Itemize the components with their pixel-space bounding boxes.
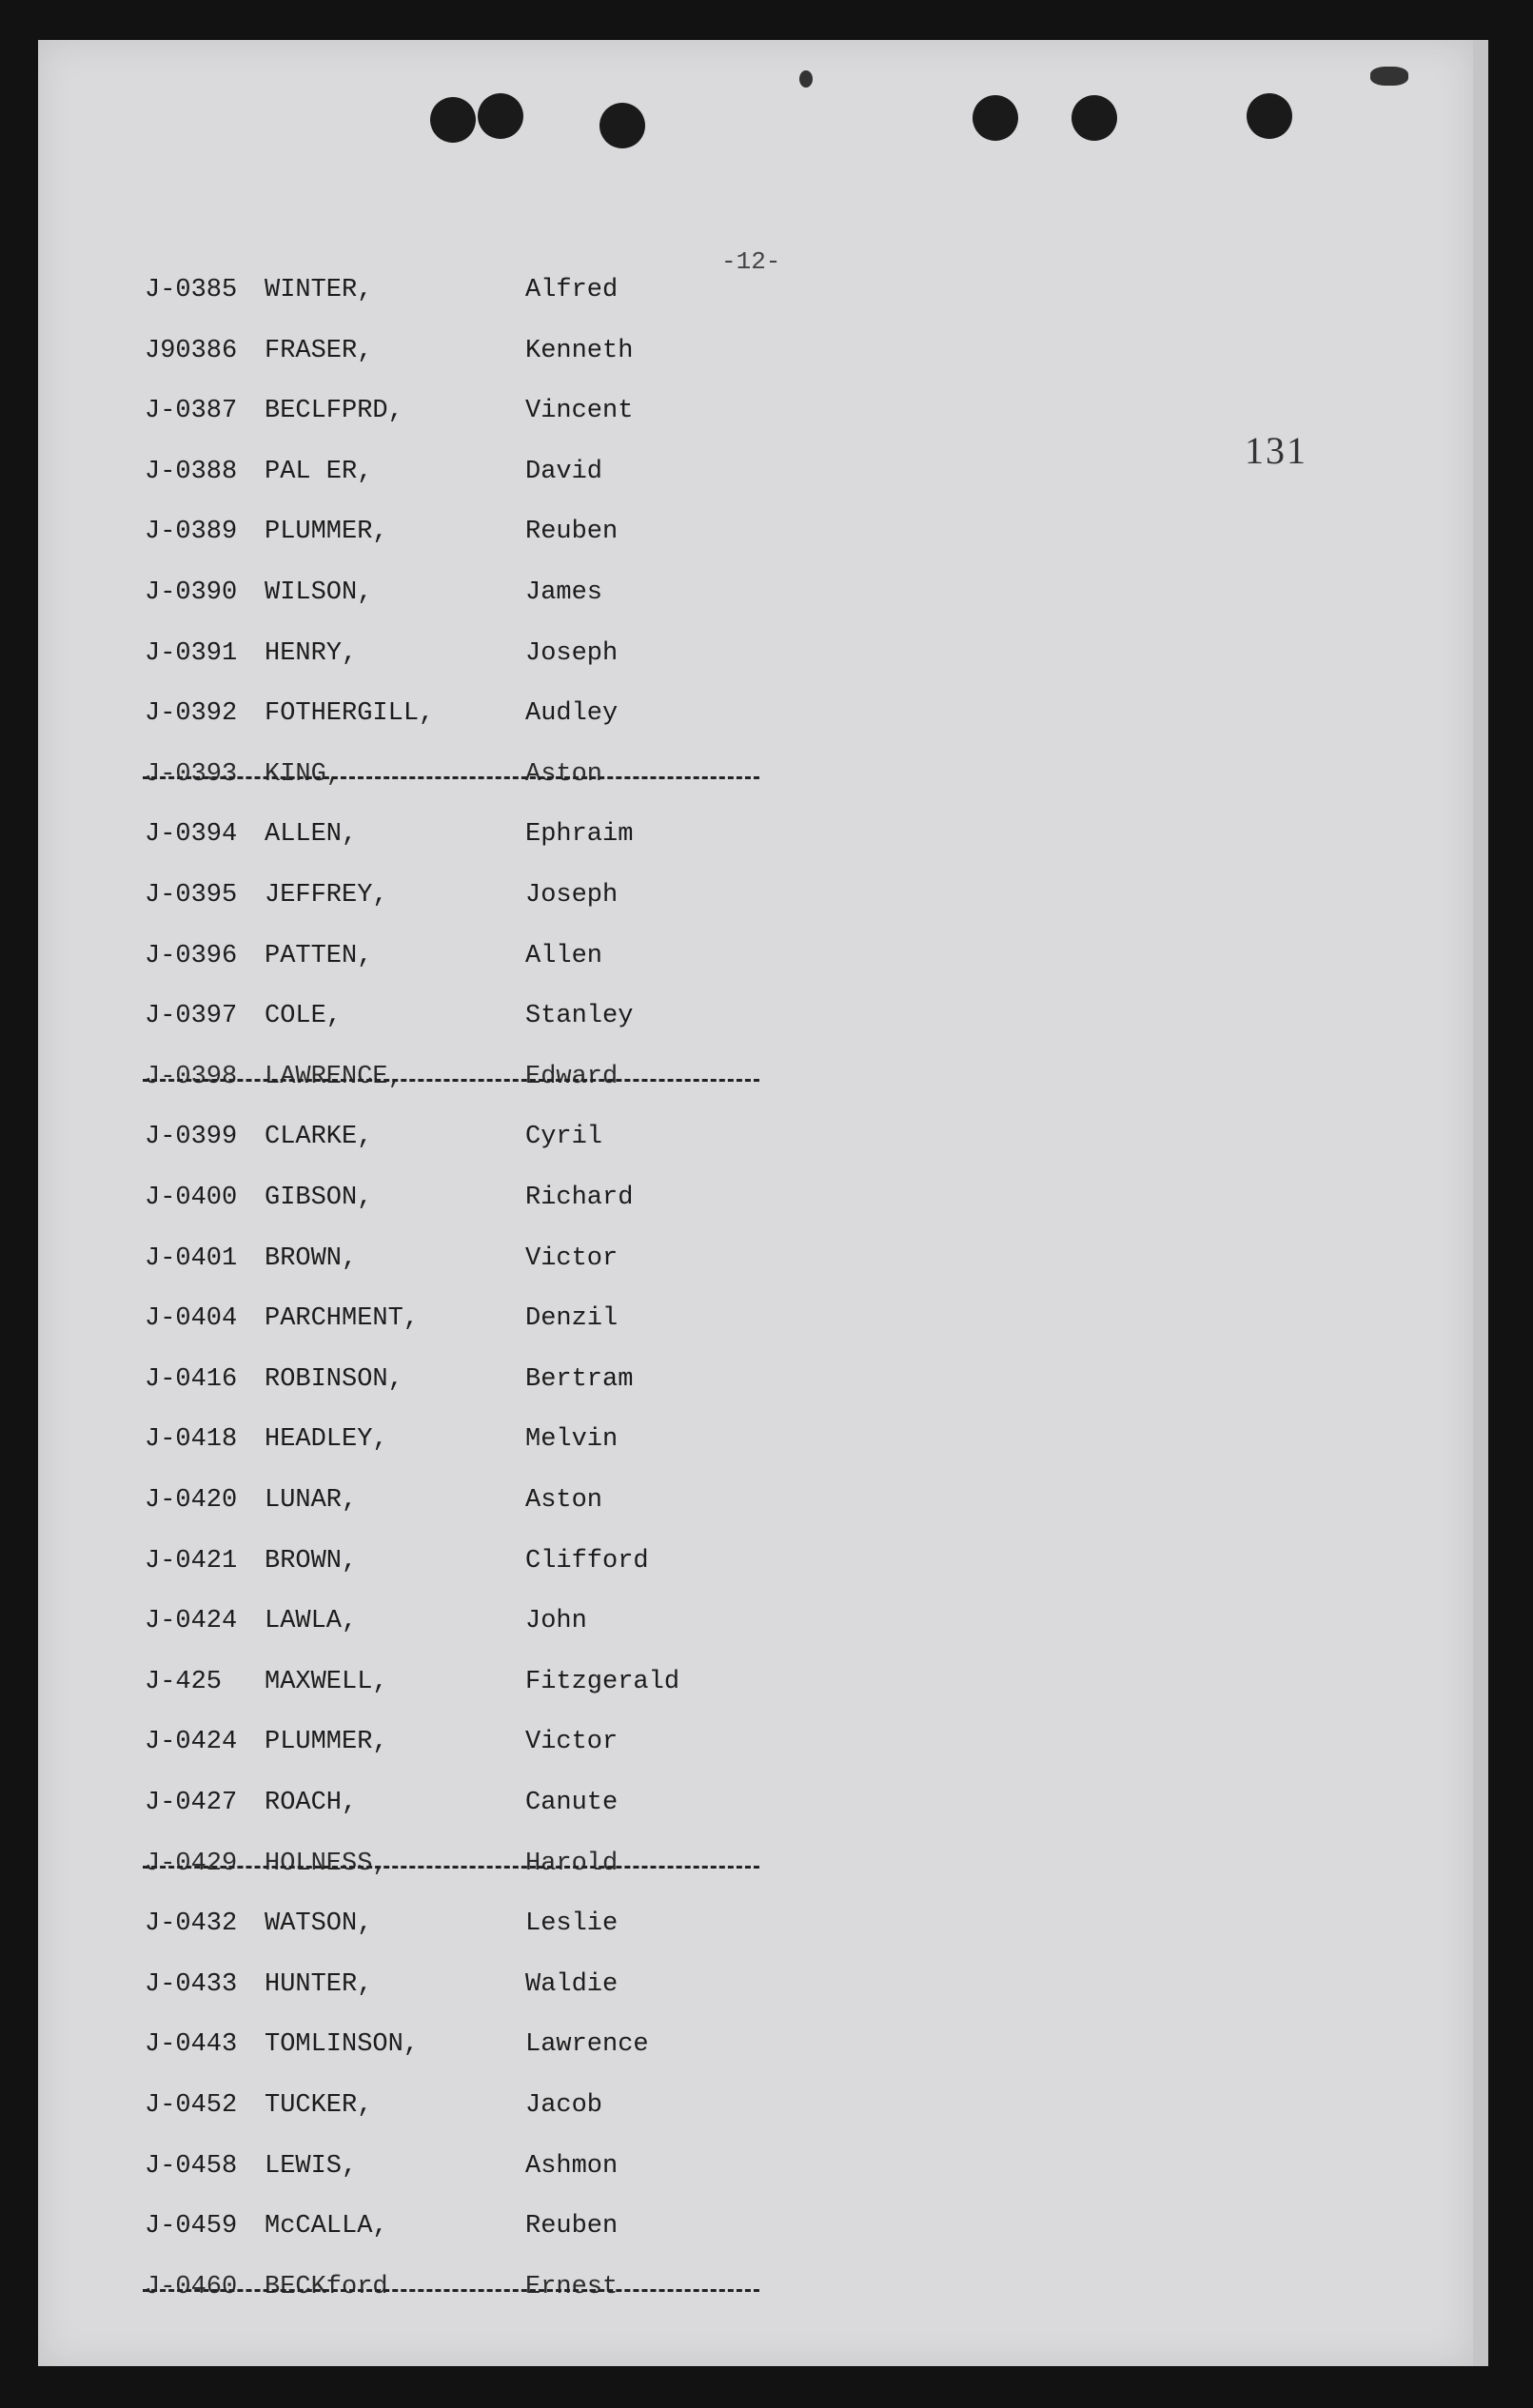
entry-first-name: Reuben <box>525 518 619 547</box>
entry-first-name: Joseph <box>525 881 619 910</box>
entry-surname: ROBINSON, <box>265 1364 403 1394</box>
roster-entry <box>0 2152 780 2190</box>
entry-surname: LEWIS, <box>265 2151 358 2181</box>
roster-entry <box>0 337 780 375</box>
roster-entry <box>0 1789 780 1827</box>
entry-id: J-0458 <box>145 2151 238 2181</box>
roster-entry <box>0 1304 780 1342</box>
entry-id: J-0400 <box>145 1184 238 1212</box>
entry-surname: HOLNESS, <box>265 1849 388 1878</box>
entry-first-name: Edward <box>525 1062 619 1091</box>
struck-roster-entry <box>0 1850 780 1888</box>
entry-first-name: Bertram <box>525 1364 634 1394</box>
entry-first-name: Alfred <box>525 276 619 304</box>
entry-surname: PATTEN, <box>265 941 373 970</box>
entry-first-name: Victor <box>525 1243 619 1273</box>
entry-id: J-0398 <box>145 1062 238 1091</box>
entry-id: J-0401 <box>145 1243 238 1273</box>
entry-id: J-0390 <box>145 578 238 607</box>
entry-surname: BROWN, <box>265 1546 358 1576</box>
entry-surname: MAXWELL, <box>265 1667 388 1696</box>
entry-id: J-0421 <box>145 1546 238 1576</box>
entry-first-name: John <box>525 1607 587 1636</box>
entry-id: J-0424 <box>145 1607 238 1636</box>
entry-first-name: Melvin <box>525 1425 619 1455</box>
entry-id: J-0443 <box>145 2030 238 2060</box>
punch-hole <box>599 103 645 148</box>
entry-id: J-0392 <box>145 699 238 729</box>
entry-first-name: Fitzgerald <box>525 1667 680 1696</box>
entry-first-name: David <box>525 457 603 486</box>
entry-id: J-0404 <box>145 1304 238 1334</box>
entry-id: J-0416 <box>145 1364 238 1394</box>
entry-id: J-0391 <box>145 638 238 668</box>
entry-id: J-0388 <box>145 457 238 486</box>
entry-first-name: Lawrence <box>525 2030 649 2060</box>
roster-entry <box>0 820 780 858</box>
strikethrough-line <box>143 776 759 779</box>
entry-first-name: Ashmon <box>525 2151 619 2181</box>
roster-entry <box>0 578 780 617</box>
entry-surname: TUCKER, <box>265 2091 373 2120</box>
roster-entry <box>0 2212 780 2250</box>
punch-hole <box>1071 95 1117 141</box>
entry-id: J-0399 <box>145 1123 238 1152</box>
entry-first-name: Jacob <box>525 2091 603 2120</box>
entry-first-name: Reuben <box>525 2212 619 2242</box>
entry-surname: BROWN, <box>265 1243 358 1273</box>
entry-surname: LAWRENCE, <box>265 1062 403 1091</box>
punch-hole <box>478 93 523 139</box>
page-number: 131 <box>1245 429 1307 472</box>
roster-entry <box>0 1909 780 1948</box>
entry-first-name: Waldie <box>525 1969 619 1999</box>
roster-entry <box>0 1728 780 1766</box>
punch-hole <box>1247 93 1292 139</box>
entry-id: J-0432 <box>145 1909 238 1939</box>
entry-id: J-0429 <box>145 1849 238 1878</box>
roster-entry <box>0 699 780 737</box>
entry-surname: TOMLINSON, <box>265 2030 420 2060</box>
struck-roster-entry <box>0 2273 780 2311</box>
entry-surname: WILSON, <box>265 578 373 607</box>
entry-surname: FRASER, <box>265 336 373 365</box>
punch-hole <box>973 95 1018 141</box>
roster-entry <box>0 2091 780 2129</box>
entry-first-name: Aston <box>525 1486 603 1515</box>
entry-surname: PLUMMER, <box>265 1728 388 1757</box>
entry-id: J-0424 <box>145 1728 238 1757</box>
entry-first-name: Canute <box>525 1789 619 1817</box>
roster-entry <box>0 1365 780 1403</box>
entry-surname: McCALLA, <box>265 2212 388 2242</box>
entry-first-name: Cyril <box>525 1123 603 1152</box>
roster-entry <box>0 639 780 677</box>
roster-entry <box>0 1607 780 1645</box>
strikethrough-line <box>143 2289 759 2292</box>
entry-surname: FOTHERGILL, <box>265 699 435 729</box>
roster-entry <box>0 1668 780 1706</box>
ink-speck <box>799 70 813 88</box>
entry-first-name: Victor <box>525 1728 619 1757</box>
entry-surname: KING, <box>265 759 343 789</box>
entry-id: J-0394 <box>145 820 238 850</box>
entry-first-name: Allen <box>525 941 603 970</box>
entry-surname: BECLFPRD, <box>265 397 403 426</box>
entry-first-name: Joseph <box>525 638 619 668</box>
entry-id: J-0396 <box>145 941 238 970</box>
entry-surname: HEADLEY, <box>265 1425 388 1455</box>
entry-first-name: Aston <box>525 759 603 789</box>
roster-entry <box>0 1184 780 1222</box>
entry-id: J-0433 <box>145 1969 238 1999</box>
strikethrough-line <box>143 1079 759 1082</box>
roster-entry <box>0 1123 780 1161</box>
entry-first-name: Kenneth <box>525 336 634 365</box>
entry-surname: JEFFREY, <box>265 881 388 910</box>
entry-id: J-0385 <box>145 276 238 304</box>
page-mark: -12- <box>721 247 781 276</box>
roster-entry <box>0 942 780 980</box>
entry-id: J-425 <box>145 1667 223 1696</box>
entry-first-name: Ernest <box>525 2272 619 2301</box>
entry-surname: PAL ER, <box>265 457 373 486</box>
roster-entry <box>0 1002 780 1040</box>
struck-roster-entry <box>0 760 780 798</box>
roster-entry <box>0 276 780 314</box>
entry-id: J-0459 <box>145 2212 238 2242</box>
entry-first-name: Harold <box>525 1849 619 1878</box>
roster-entry <box>0 1486 780 1524</box>
ink-speck <box>1370 67 1408 86</box>
entry-surname: LAWLA, <box>265 1607 358 1636</box>
entry-first-name: Clifford <box>525 1546 649 1576</box>
punch-hole <box>430 97 476 143</box>
entry-surname: ALLEN, <box>265 820 358 850</box>
entry-surname: BECKford <box>265 2272 388 2301</box>
entry-surname: PLUMMER, <box>265 518 388 547</box>
entry-first-name: Denzil <box>525 1304 619 1334</box>
entry-surname: WATSON, <box>265 1909 373 1939</box>
entry-id: J90386 <box>145 336 238 365</box>
entry-id: J-0387 <box>145 397 238 426</box>
entry-id: J-0420 <box>145 1486 238 1515</box>
entry-first-name: Stanley <box>525 1002 634 1031</box>
struck-roster-entry <box>0 1063 780 1101</box>
strikethrough-line <box>143 1866 759 1869</box>
roster-entry <box>0 518 780 556</box>
entry-surname: GIBSON, <box>265 1184 373 1212</box>
entry-id: J-0418 <box>145 1425 238 1455</box>
entry-surname: HENRY, <box>265 638 358 668</box>
entry-id: J-0393 <box>145 759 238 789</box>
entry-id: J-0395 <box>145 881 238 910</box>
roster-entry <box>0 458 780 496</box>
roster-entry <box>0 1425 780 1463</box>
entry-first-name: Audley <box>525 699 619 729</box>
entry-id: J-0427 <box>145 1789 238 1817</box>
roster-entry <box>0 2030 780 2068</box>
entry-surname: HUNTER, <box>265 1969 373 1999</box>
roster-entry <box>0 397 780 435</box>
roster-entry <box>0 1970 780 2008</box>
entry-first-name: Ephraim <box>525 820 634 850</box>
entry-id: J-0397 <box>145 1002 238 1031</box>
entry-surname: CLARKE, <box>265 1123 373 1152</box>
entry-id: J-0460 <box>145 2272 238 2301</box>
entry-surname: LUNAR, <box>265 1486 358 1515</box>
roster-entry <box>0 881 780 919</box>
entry-surname: WINTER, <box>265 276 373 304</box>
entry-first-name: Vincent <box>525 397 634 426</box>
entry-id: J-0452 <box>145 2091 238 2120</box>
entry-first-name: Richard <box>525 1184 634 1212</box>
entry-first-name: Leslie <box>525 1909 619 1939</box>
entry-id: J-0389 <box>145 518 238 547</box>
roster-entry <box>0 1547 780 1585</box>
entry-first-name: James <box>525 578 603 607</box>
entry-surname: ROACH, <box>265 1789 358 1817</box>
roster-entry <box>0 1244 780 1282</box>
entry-surname: COLE, <box>265 1002 343 1031</box>
entry-surname: PARCHMENT, <box>265 1304 420 1334</box>
